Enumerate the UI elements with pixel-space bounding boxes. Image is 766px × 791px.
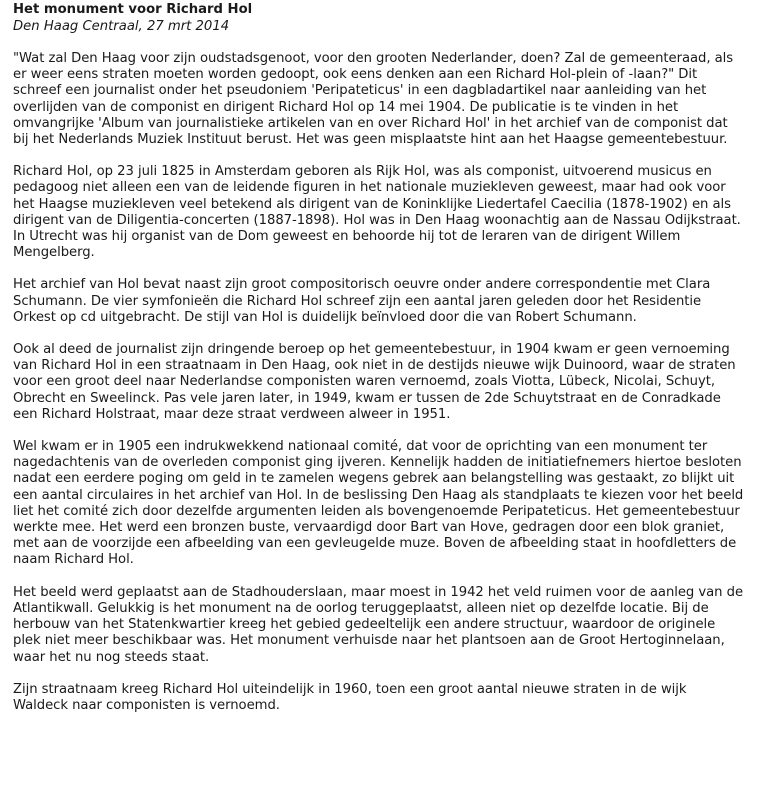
paragraph-1: "Wat zal Den Haag voor zijn oudstadsgenoot, voor den grooten Nederlander, doen? Zal de gemeenteraad, als er weer eens straten moeten worden gedoopt, ook eens denken aan een Richard Hol-plein of -laan?" Dit schreef een journalist onder het pseudoniem 'Peripateticus' in een dagbladartikel naar aanleiding van het overlijden van de componist en dirigent Richard Hol op 14 mei 1904. De publicatie is te vinden in het omvangrijke 'Album van journalistieke artikelen van en over Richard Hol' in het archief van de componist dat bij het Nederlands Muziek Instituut berust. Het was geen misplaatste hint aan het Haagse gemeentebestuur. bbox=[13, 51, 734, 148]
paragraph-7: Zijn straatnaam kreeg Richard Hol uiteindelijk in 1960, toen een groot aantal nieuwe straten in de wijk Waldeck naar componisten is vernoemd. bbox=[13, 681, 687, 713]
article-source: Den Haag Centraal, 27 mrt 2014 bbox=[13, 19, 230, 34]
paragraph-3: Het archief van Hol bevat naast zijn groot compositorisch oeuvre onder andere correspondentie met Clara Schumann. De vier symfonieën die Richard Hol schreef zijn een aantal jaren geleden door het Residentie Orkest op cd uitgebracht. De stijl van Hol is duidelijk beïnvloed door die van Robert Schumann. bbox=[13, 277, 711, 325]
paragraph-6: Het beeld werd geplaatst aan de Stadhouderslaan, maar moest in 1942 het veld ruimen voor de aanleg van de Atlantikwall. Gelukkig is het monument na de oorlog teruggeplaatst, alleen niet op dezelfde locatie. Bij de herbouw van het Statenkwartier kreeg het gebied gedeeltelijk een andere structuur, waardoor de originele plek niet meer beschikbaar was. Het monument verhuisde naar het plantsoen aan de Groot Hertoginnelaan, waar het nu nog steeds staat. bbox=[13, 584, 744, 665]
article-title: Het monument voor Richard Hol bbox=[13, 2, 253, 17]
paragraph-4: Ook al deed de journalist zijn dringende beroep op het gemeentebestuur, in 1904 kwam er geen vernoeming van Richard Hol in een straatnaam in Den Haag, ook niet in de destijds nieuwe wijk Duinoord, waar de straten voor een groot deel naar Nederlandse componisten waren vernoemd, zoals Viotta, Lübeck, Nicolai, Schuyt, Obrecht en Sweelinck. Pas vele jaren later, in 1949, kwam er tussen de 2de Schuytstraat en de Conradkade een Richard Holstraat, maar deze straat verdween alweer in 1951. bbox=[13, 342, 736, 422]
paragraph-2: Richard Hol, op 23 juli 1825 in Amsterdam geboren als Rijk Hol, was als componist, uitvoerend musicus en pedagoog niet alleen een van de leidende figuren in het nationale muziekleven geweest, maar had ook voor het Haagse muziekleven veel betekend als dirigent van de Koninklijke Liedertafel Caecilia (1878-1902) en als dirigent van de Diligentia-concerten (1887-1898). Hol was in Den Haag woonachtig aan de Nassau Odijkstraat. In Utrecht was hij organist van de Dom geweest en behoorde hij tot de leraren van de dirigent Willem Mengelberg. bbox=[13, 164, 741, 261]
paragraph-5: Wel kwam er in 1905 een indrukwekkend nationaal comité, dat voor de oprichting van een monument ter nagedachtenis van de overleden componist ging ijveren. Kennelijk hadden de initiatiefnemers hiertoe besloten nadat een eerdere poging om geld in te zamelen wegens gebrek aan belangstelling was gestaakt, zo blijkt uit een aantal circulaires in het archief van Hol. In de beslissing Den Haag als standplaats te kiezen voor het beeld liet het comité zich door dezelfde argumenten leiden als bovengenoemde Peripateticus. Het gemeentebestuur werkte mee. Het werd een bronzen buste, vervaardigd door Bart van Hove, gedragen door een blok graniet, met aan de voorzijde een afbeelding van een gevleugelde muze. Boven de afbeelding staat in hoofdletters de naam Richard Hol. bbox=[13, 439, 744, 568]
article-body bbox=[13, 51, 745, 714]
